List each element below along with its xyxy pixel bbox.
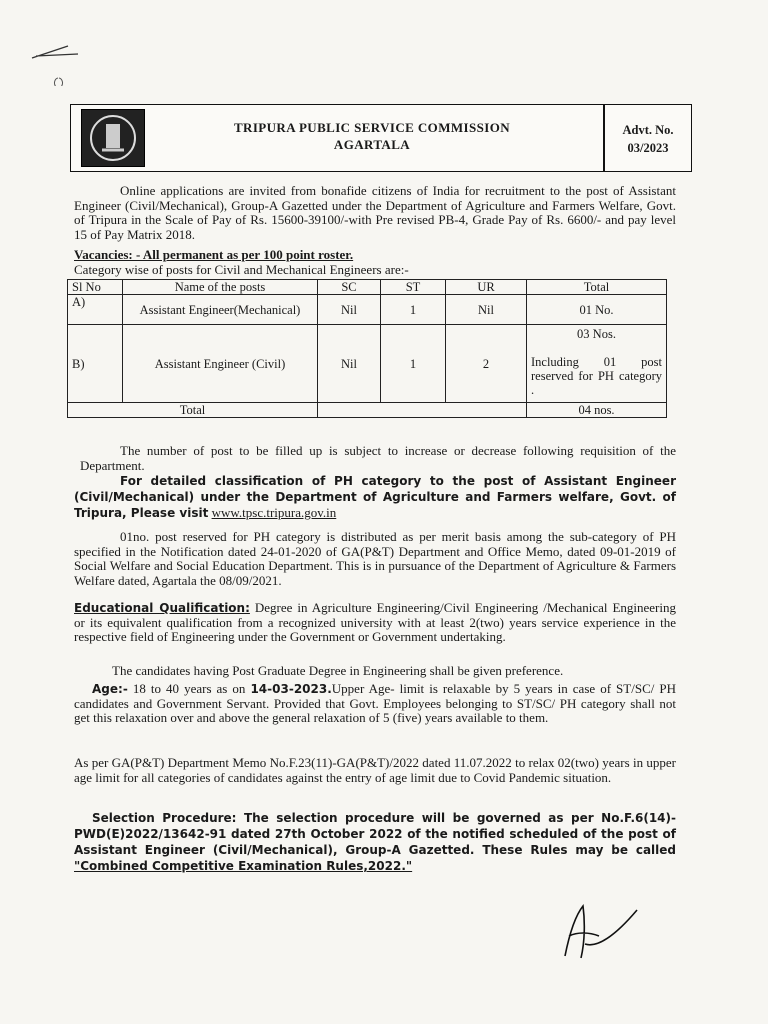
age-paragraph: [74, 682, 676, 726]
covid-paragraph: As per GA(P&T) Department Memo No.F.23(11)-GA(P&T)/2022 dated 11.07.2022 to relax 02(two) years in upper age limit for all categories of candidates against the entry of age limit due to Covid Pandemic situation.: [74, 755, 676, 785]
cell-st: 1: [381, 295, 446, 325]
selection-paragraph: [74, 810, 676, 874]
cell-ur: 2: [446, 325, 527, 403]
increase-paragraph: The number of post to be filled up is subject to increase or decrease following requisition of the Department.: [80, 443, 676, 473]
col-header-sc: SC: [318, 280, 381, 295]
pg-preference-line: The candidates having Post Graduate Degree in Engineering shall be given preference.: [112, 663, 564, 678]
advt-number: 03/2023: [627, 141, 669, 155]
header-title: [171, 119, 573, 153]
footer-total-value: 04 nos.: [527, 403, 667, 418]
website-link[interactable]: www.tpsc.tripura.gov.in: [211, 505, 337, 520]
commission-city: AGARTALA: [333, 137, 411, 152]
category-table: [67, 279, 667, 418]
age-date: 14-03-2023.: [250, 682, 332, 696]
cell-post: Assistant Engineer(Mechanical): [123, 295, 318, 325]
age-label: Age:-: [92, 682, 128, 696]
education-text: Degree in Agriculture Engineering/Civil Engineering /Mechanical Engineering or its equivalent qualification from a recognized university with at least 2(two) years service experience in the respective field of Engineering under the Government or Government undertaking.: [74, 600, 676, 644]
footer-empty: [318, 403, 527, 418]
cell-sc: Nil: [318, 325, 381, 403]
vacancies-line: Vacancies: - All permanent as per 100 point roster.: [74, 247, 354, 262]
cell-slno: B): [68, 325, 123, 403]
cell-total-value: 03 Nos.: [577, 327, 616, 341]
table-footer-row: [68, 403, 667, 418]
cell-total-note: Including 01 post reserved for PH category .: [531, 355, 662, 397]
ph-detail-text: For detailed classification of PH category to the post of Assistant Engineer (Civil/Mechanical) under the Department of Agriculture and Farmers welfare, Govt. of Tripura, Please visit: [74, 474, 676, 520]
commission-name: TRIPURA PUBLIC SERVICE COMMISSION: [233, 120, 511, 135]
ph-reserved-paragraph: 01no. post reserved for PH category is distributed as per merit basis among the sub-category of PH specified in the Notification dated 24-01-2020 of GA(P&T) Department and Office Memo, dated 09-01-2019 of Social Welfare and Social Education Department. This is in pursuance of the Department of Agriculture & Farmers Welfare dated, Agartala the 08/09/2021.: [74, 529, 676, 588]
selection-text: Selection Procedure: The selection procedure will be governed as per No.F.6(14)-PWD(E)2022/13642-91 dated 27th October 2022 of the notified scheduled of the post of Assistant Engineer (Civil/Mechanical), Group-A Gazetted. These Rules may be called: [74, 811, 676, 857]
intro-paragraph: Online applications are invited from bonafide citizens of India for recruitment to the post of Assistant Engineer (Civil/Mechanical), Group-A Gazetted under the Department of Agriculture and Farmers Welfare, Govt. of Tripura in the Scale of Pay of Rs. 15600-39100/-with Pre revised PB-4, Grade Pay of Rs. 6600/- and pay level 15 of Pay Matrix 2018.: [74, 183, 676, 242]
age-relaxation: Upper Age- limit is relaxable by 5 years in case of ST/SC/ PH candidates and Government Servant. Provided that Govt. Employees belonging to ST/SC/ PH category shall not get this relaxation over and above the general relaxation of 5 (five) years available to them.: [74, 681, 677, 725]
table-row: [68, 295, 667, 325]
table-row: [68, 325, 667, 403]
signature-icon: [555, 896, 645, 966]
col-header-total: Total: [527, 280, 667, 295]
cell-sc: Nil: [318, 295, 381, 325]
tpsc-emblem-icon: [81, 109, 145, 167]
age-range: 18 to 40 years as on: [132, 681, 246, 696]
ph-detail-paragraph: [74, 473, 676, 521]
cell-post: Assistant Engineer (Civil): [123, 325, 318, 403]
cell-ur: Nil: [446, 295, 527, 325]
advertisement-number-block: [605, 121, 691, 157]
education-paragraph: [74, 601, 676, 645]
letterhead-box: [70, 104, 692, 172]
cell-slno: A): [68, 295, 123, 325]
education-label: Educational Qualification:: [74, 601, 250, 615]
advt-label: Advt. No.: [622, 123, 674, 137]
category-caption: Category wise of posts for Civil and Mechanical Engineers are:-: [74, 262, 409, 277]
cell-st: 1: [381, 325, 446, 403]
footer-total-label: Total: [68, 403, 318, 418]
rules-name: "Combined Competitive Examination Rules,2022.": [74, 859, 413, 873]
col-header-post: Name of the posts: [123, 280, 318, 295]
pen-mark-icon: [28, 36, 88, 86]
cell-total: [527, 325, 667, 403]
cell-total: 01 No.: [527, 295, 667, 325]
col-header-st: ST: [381, 280, 446, 295]
col-header-slno: Sl No: [68, 280, 123, 295]
col-header-ur: UR: [446, 280, 527, 295]
table-header-row: [68, 280, 667, 295]
